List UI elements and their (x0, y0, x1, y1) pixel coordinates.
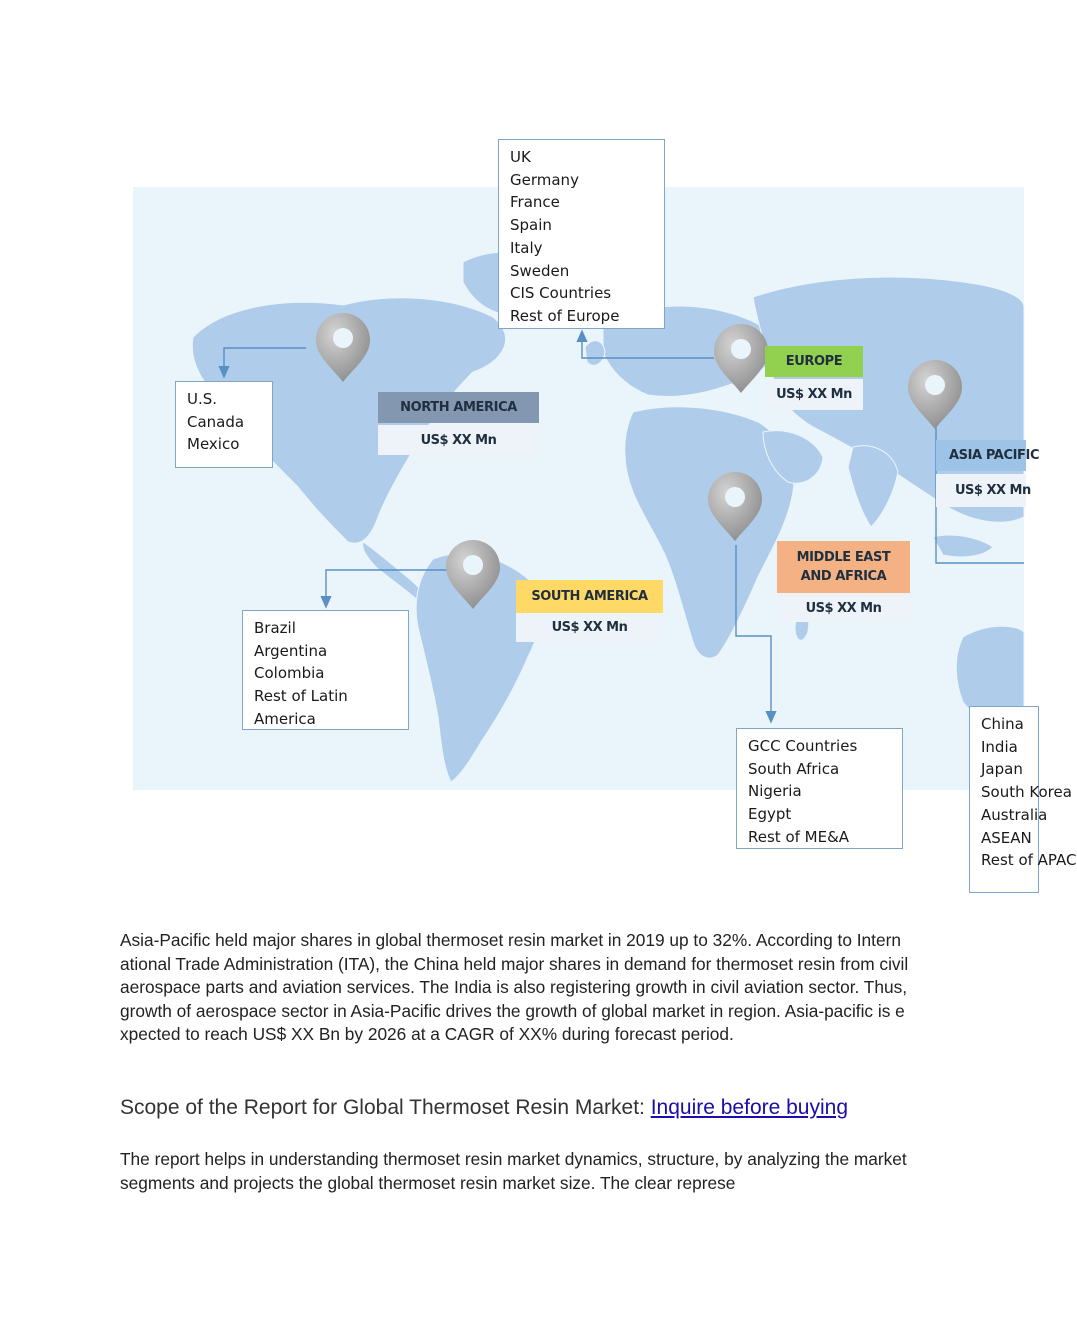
country-item: UK (510, 148, 531, 166)
country-item: Rest of Europe (510, 306, 620, 325)
south-america-country-list (242, 610, 409, 730)
south-america-value: US$ XX Mn (516, 613, 663, 642)
country-item: Rest of APAC (981, 851, 1077, 870)
country-item: Nigeria (748, 782, 802, 801)
country-item: South Korea (981, 783, 1072, 802)
mea-label (777, 541, 910, 593)
country-item: Rest of Latin (254, 687, 348, 706)
country-item: U.S. (187, 390, 218, 408)
country-item: Canada (187, 412, 245, 431)
south-america-pin-icon (446, 540, 500, 609)
europe-value: US$ XX Mn (765, 379, 863, 410)
country-item: China (981, 715, 1024, 733)
europe-label: EUROPE (765, 346, 863, 377)
scope-heading (120, 1096, 920, 1120)
country-item: Brazil (254, 619, 296, 637)
north-america-value: US$ XX Mn (378, 425, 539, 455)
country-item: Japan (981, 760, 1023, 779)
north-america-country-list (175, 381, 273, 468)
country-item: Germany (510, 170, 579, 189)
country-item: Spain (510, 216, 552, 235)
asia-pacific-value: US$ XX Mn (936, 474, 1026, 507)
europe-country-list (498, 139, 665, 329)
country-item: France (510, 193, 560, 212)
country-item: ASEAN (981, 828, 1032, 847)
country-item: GCC Countries (748, 737, 858, 755)
country-item: CIS Countries (510, 284, 612, 303)
country-item: Argentina (254, 641, 328, 660)
mea-value: US$ XX Mn (777, 594, 910, 622)
south-america-label: SOUTH AMERICA (516, 580, 663, 613)
country-item: Australia (981, 805, 1048, 824)
mea-country-list (736, 728, 903, 849)
country-item: Mexico (187, 435, 240, 454)
country-item: America (254, 709, 316, 728)
country-item: India (981, 737, 1018, 756)
country-item: Rest of ME&A (748, 827, 850, 846)
mea-label-line2: AND AFRICA (800, 569, 887, 584)
inquire-before-buying-link[interactable]: Inquire before buying (650, 1096, 849, 1119)
north-america-pin-icon (316, 313, 370, 382)
asia-pacific-paragraph: Asia-Pacific held major shares in global thermoset resin market in 2019 up to 32%. According to International Trade Administration (ITA), the China held major shares in demand for thermoset resin from civil aerospace parts and aviation services. The India is also registering growth in civil aviation sector. Thus, growth of aerospace sector in Asia-Pacific drives the growth of global market in region. Asia-pacific is expected to reach US$ XX Bn by 2026 at a CAGR of XX% during forecast period. (120, 930, 909, 1044)
country-item: Italy (510, 238, 543, 257)
mea-pin-icon (708, 472, 762, 541)
asia-pacific-label: ASIA PACIFIC (936, 440, 1026, 471)
europe-pin-icon (714, 324, 768, 393)
mea-label-line1: MIDDLE EAST (796, 550, 891, 565)
asia-pacific-pin-icon (908, 360, 962, 429)
country-item: Egypt (748, 805, 792, 824)
asia-pacific-country-list (969, 706, 1077, 893)
country-item: South Africa (748, 759, 840, 778)
scope-heading-text: Scope of the Report for Global Thermoset Resin Market: (120, 1096, 651, 1119)
north-america-label: NORTH AMERICA (378, 392, 539, 423)
report-description-paragraph: The report helps in understanding thermoset resin market dynamics, structure, by analyzing the market segments and projects the global thermoset resin market size. The clear represe (120, 1149, 907, 1193)
country-item: Sweden (510, 261, 570, 280)
country-item: Colombia (254, 664, 325, 683)
